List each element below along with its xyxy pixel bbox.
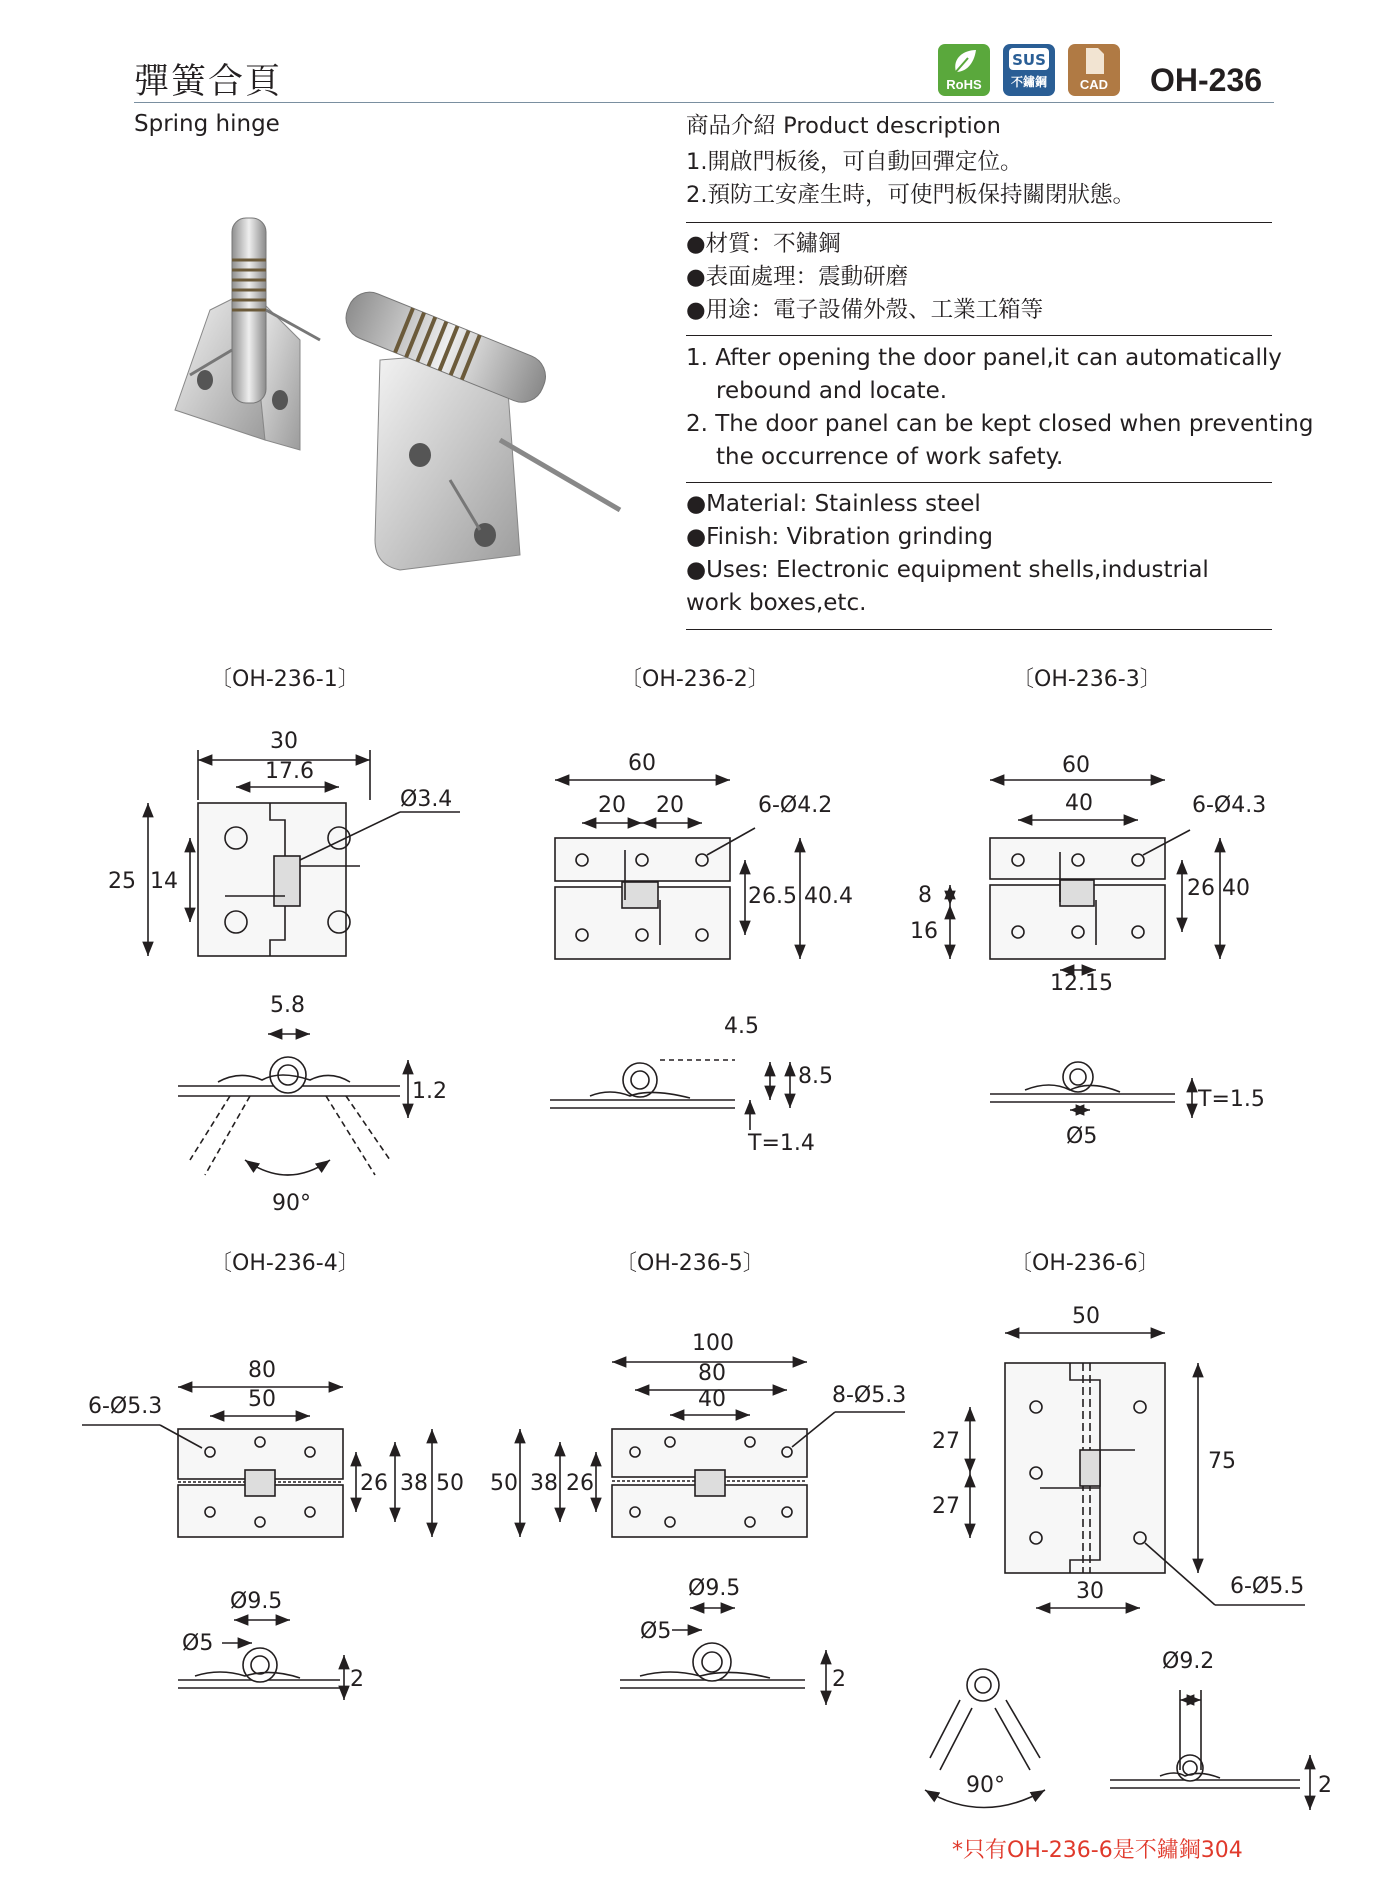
dim-label: 6-Ø5.3 (88, 1394, 163, 1419)
drawing-oh-236-1 (148, 750, 460, 1175)
dim-label: 1.2 (412, 1079, 447, 1104)
dim-label: 40 (698, 1387, 726, 1412)
drawing-oh-236-6 (925, 1333, 1310, 1810)
dim-label: 50 (436, 1471, 464, 1496)
dim-label: 27 (932, 1429, 960, 1454)
variant-label: 〔OH-236-6〕 (1010, 1251, 1160, 1276)
variant-label: 〔OH-236-5〕 (615, 1251, 765, 1276)
dim-label: 8.5 (798, 1064, 833, 1089)
drawing-oh-236-2 (550, 780, 800, 1130)
dim-label: 60 (628, 751, 656, 776)
dim-label: 80 (248, 1358, 276, 1383)
drawing-oh-236-5 (520, 1362, 905, 1705)
dim-label: 38 (530, 1471, 558, 1496)
dim-label: T=1.4 (748, 1131, 815, 1156)
en-spec-finish: ●Finish: Vibration grinding (686, 524, 993, 550)
page-title: 彈簧合頁 (134, 62, 283, 102)
dim-label: 2 (350, 1667, 364, 1692)
variant-label: 〔OH-236-3〕 (1012, 667, 1162, 692)
en-spec-uses-cont: work boxes,etc. (686, 590, 867, 616)
dim-label: 6-Ø4.3 (1192, 793, 1267, 818)
dim-label: 16 (910, 919, 938, 944)
dim-label: 2 (832, 1667, 846, 1692)
dim-label: 6-Ø4.2 (758, 793, 833, 818)
dim-label: 40 (1065, 791, 1093, 816)
zh-point-2: 2.預防工安產生時，可使門板保持關閉狀態。 (686, 182, 1135, 208)
dim-label: 8-Ø5.3 (832, 1383, 907, 1408)
dim-label: 90° (966, 1773, 1005, 1798)
dim-label: 26 (360, 1471, 388, 1496)
dim-label: 26 (566, 1471, 594, 1496)
dim-label: T=1.5 (1198, 1087, 1265, 1112)
dim-label: 30 (1076, 1579, 1104, 1604)
dim-label: 12.15 (1050, 971, 1113, 996)
variant-label: 〔OH-236-2〕 (620, 667, 770, 692)
zh-spec-finish: ●表面處理：震動研磨 (686, 264, 909, 290)
dim-label: Ø5 (1066, 1124, 1098, 1149)
dim-label: 17.6 (265, 759, 314, 784)
description-heading: 商品介紹 Product description (686, 113, 1001, 139)
dim-label: 90° (272, 1191, 311, 1216)
rohs-label: RoHS (946, 77, 982, 92)
dim-label: 50 (490, 1471, 518, 1496)
dim-label: 20 (598, 793, 626, 818)
zh-spec-material: ●材質：不鏽鋼 (686, 231, 841, 257)
model-code: OH-236 (1150, 62, 1263, 98)
dim-label: Ø5 (640, 1619, 672, 1644)
dim-label: 50 (1072, 1304, 1100, 1329)
footnote: *只有OH-236-6是不鏽鋼304 (952, 1838, 1243, 1863)
dim-label: 14 (150, 869, 178, 894)
en-point-2-cont: the occurrence of work safety. (716, 444, 1064, 470)
dim-label: 38 (400, 1471, 428, 1496)
cad-label: CAD (1079, 77, 1109, 92)
variant-label: 〔OH-236-1〕 (210, 667, 360, 692)
variant-label: 〔OH-236-4〕 (210, 1251, 360, 1276)
page-subtitle: Spring hinge (134, 111, 280, 137)
dim-label: 8 (918, 883, 932, 908)
dim-label: Ø3.4 (400, 787, 453, 812)
en-spec-material: ●Material: Stainless steel (686, 491, 981, 517)
svg-text:SUS: SUS (1012, 51, 1046, 69)
drawing-oh-236-3 (950, 780, 1220, 1118)
dim-label: 4.5 (724, 1014, 759, 1039)
dim-label: 60 (1062, 753, 1090, 778)
svg-text:不鏽鋼: 不鏽鋼 (1010, 75, 1048, 89)
drawing-oh-236-4 (82, 1387, 432, 1700)
dim-label: Ø9.5 (230, 1589, 283, 1614)
dim-label: Ø9.5 (688, 1576, 741, 1601)
dim-label: 50 (248, 1387, 276, 1412)
dim-label: 6-Ø5.5 (1230, 1574, 1305, 1599)
dim-label: 27 (932, 1494, 960, 1519)
dim-label: 25 (108, 869, 136, 894)
zh-point-1: 1.開啟門板後，可自動回彈定位。 (686, 149, 1023, 175)
en-spec-uses: ●Uses: Electronic equipment shells,industrial (686, 557, 1209, 583)
dim-label: 40.4 (804, 884, 853, 909)
dim-label: 75 (1208, 1449, 1236, 1474)
dim-label: 26 (1187, 876, 1215, 901)
en-point-1: 1. After opening the door panel,it can automatically (686, 345, 1282, 371)
en-point-2: 2. The door panel can be kept closed when preventing (686, 411, 1314, 437)
dim-label: 100 (692, 1331, 734, 1356)
zh-spec-uses: ●用途：電子設備外殼、工業工箱等 (686, 297, 1044, 323)
dim-label: 30 (270, 729, 298, 754)
dim-label: Ø9.2 (1162, 1649, 1215, 1674)
dim-label: 5.8 (270, 993, 305, 1018)
dim-label: 80 (698, 1361, 726, 1386)
dim-label: 2 (1318, 1773, 1332, 1798)
dim-label: Ø5 (182, 1631, 214, 1656)
en-point-1-cont: rebound and locate. (716, 378, 948, 404)
dim-label: 20 (656, 793, 684, 818)
dim-label: 40 (1222, 876, 1250, 901)
dim-label: 26.5 (748, 884, 797, 909)
